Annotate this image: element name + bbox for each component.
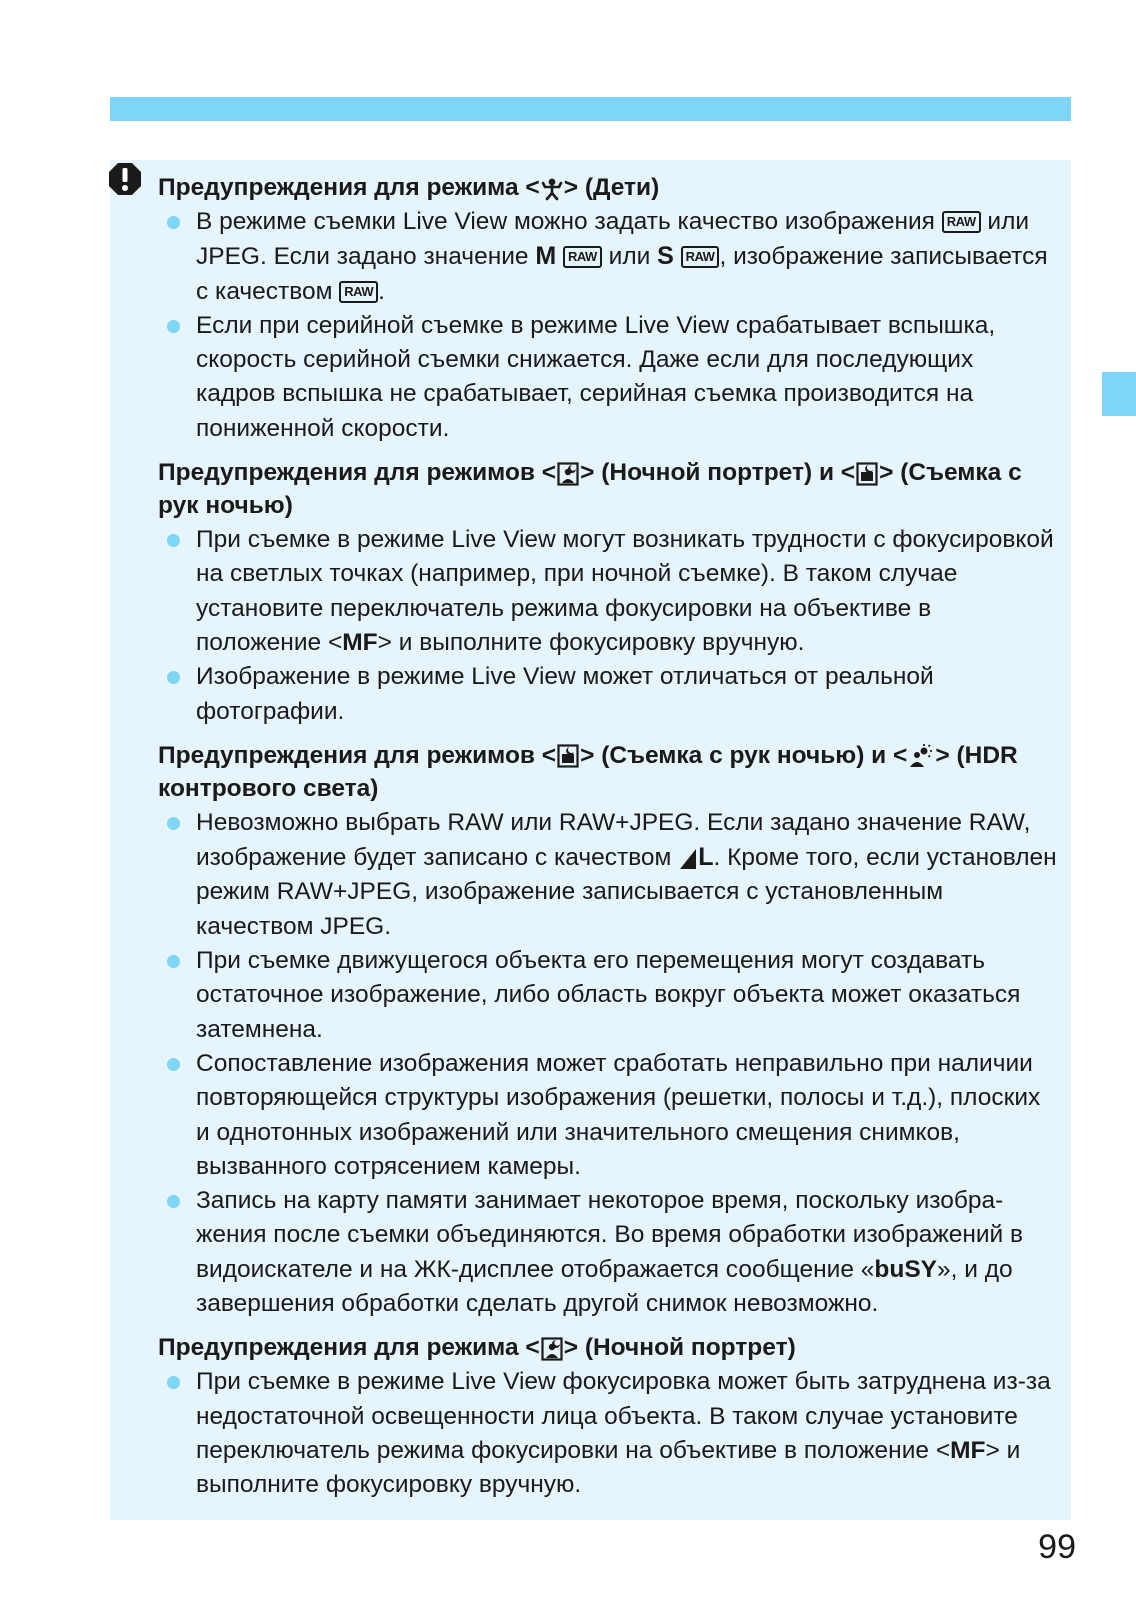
section-heading: Предупреждения для режимов < > (Съемка с рук ночью) и < > (HDR контрового света) (158, 741, 1018, 802)
bullet-list (158, 806, 1058, 1321)
night-portrait-icon (541, 1337, 563, 1361)
kids-mode-icon (541, 177, 563, 201)
section-night-portrait (158, 1331, 1058, 1502)
chapter-tab (1102, 372, 1136, 416)
fine-quality-icon (679, 848, 697, 870)
list-item: При съемке движущегося объекта его перемещения могут создавать остаточное изображение, либо область вокруг объекта может оказаться затемнена. (158, 944, 1058, 1047)
section-heading: Предупреждения для режимов < > (Ночной портрет) и < > (Съемка с рук ночью) (158, 459, 1022, 520)
section-handheld-hdr (158, 739, 1058, 1321)
list-item: Сопоставление изображения может сработать неправильно при наличии повторяющейся структуры изображения (решетки, полосы и т.д.), плоских и однотонных изображений или значительного смещения снимков, вызванного сотрясением камеры. (158, 1047, 1058, 1184)
hdr-backlight-icon (908, 744, 934, 768)
section-night-portrait-handheld (158, 456, 1058, 729)
caution-content (158, 171, 1058, 1513)
list-item: В режиме съемки Live View можно задать качество изображения RAW или JPEG. Если задано значение M RAW или S RAW , изображение записывается с качеством RAW . (158, 205, 1058, 309)
list-item: Изображение в режиме Live View может отличаться от реальной фотографии. (158, 660, 1058, 729)
list-item: Если при серийной съемке в режиме Live View срабатывает вспышка, скорость серийной съемки снижается. Даже если для последующих кадров вспышка не срабатывает, серийная съемка производится на пониженной скорости. (158, 309, 1058, 446)
list-item: При съемке в режиме Live View могут возникать трудности с фокусировкой на светлых точках (например, при ночной съемке). В таком случае установите переключатель режима фокусировки на объективе в положение <MF> и выполните фокусировку вручную. (158, 523, 1058, 660)
bullet-list (158, 1365, 1058, 1502)
list-item: Запись на карту памяти занимает некоторое время, поскольку изображения после съемки объединяются. Во время обработки изображений в видоискателе и на ЖК-дисплее отображается сообщение «buSY», и до завершения обработки сделать другой снимок невозможно. (158, 1184, 1058, 1321)
s-size-icon: S (657, 242, 674, 271)
list-item: При съемке в режиме Live View фокусировка может быть затруднена из-за недостаточной освещенности лица объекта. В таком случае установите переключатель режима фокусировки на объективе в положение <MF> и выполните фокусировку вручную. (158, 1365, 1058, 1502)
handheld-night-icon (856, 462, 878, 486)
raw-quality-icon: RAW (681, 246, 720, 268)
section-heading: Предупреждения для режима < > (Дети) (158, 174, 660, 201)
m-size-icon: M (535, 242, 557, 271)
handheld-night-icon (557, 744, 579, 768)
caution-icon (108, 162, 142, 196)
page-number: 99 (1038, 1528, 1076, 1566)
bullet-list (158, 523, 1058, 729)
night-portrait-icon (557, 462, 579, 486)
bullet-list (158, 205, 1058, 446)
section-kids (158, 171, 1058, 446)
raw-quality-icon: RAW (339, 281, 378, 303)
raw-quality-icon: RAW (563, 246, 602, 268)
l-size-icon: L (698, 843, 714, 872)
section-heading: Предупреждения для режима < > (Ночной портрет) (158, 1334, 796, 1362)
raw-quality-icon: RAW (942, 211, 981, 233)
list-item: Невозможно выбрать RAW или RAW+JPEG. Если задано значение RAW, изображение будет записано с качеством L. Кроме того, если установлен режим RAW+JPEG, изображение записывается с установленным качеством JPEG. (158, 806, 1058, 944)
header-color-bar (110, 97, 1071, 121)
